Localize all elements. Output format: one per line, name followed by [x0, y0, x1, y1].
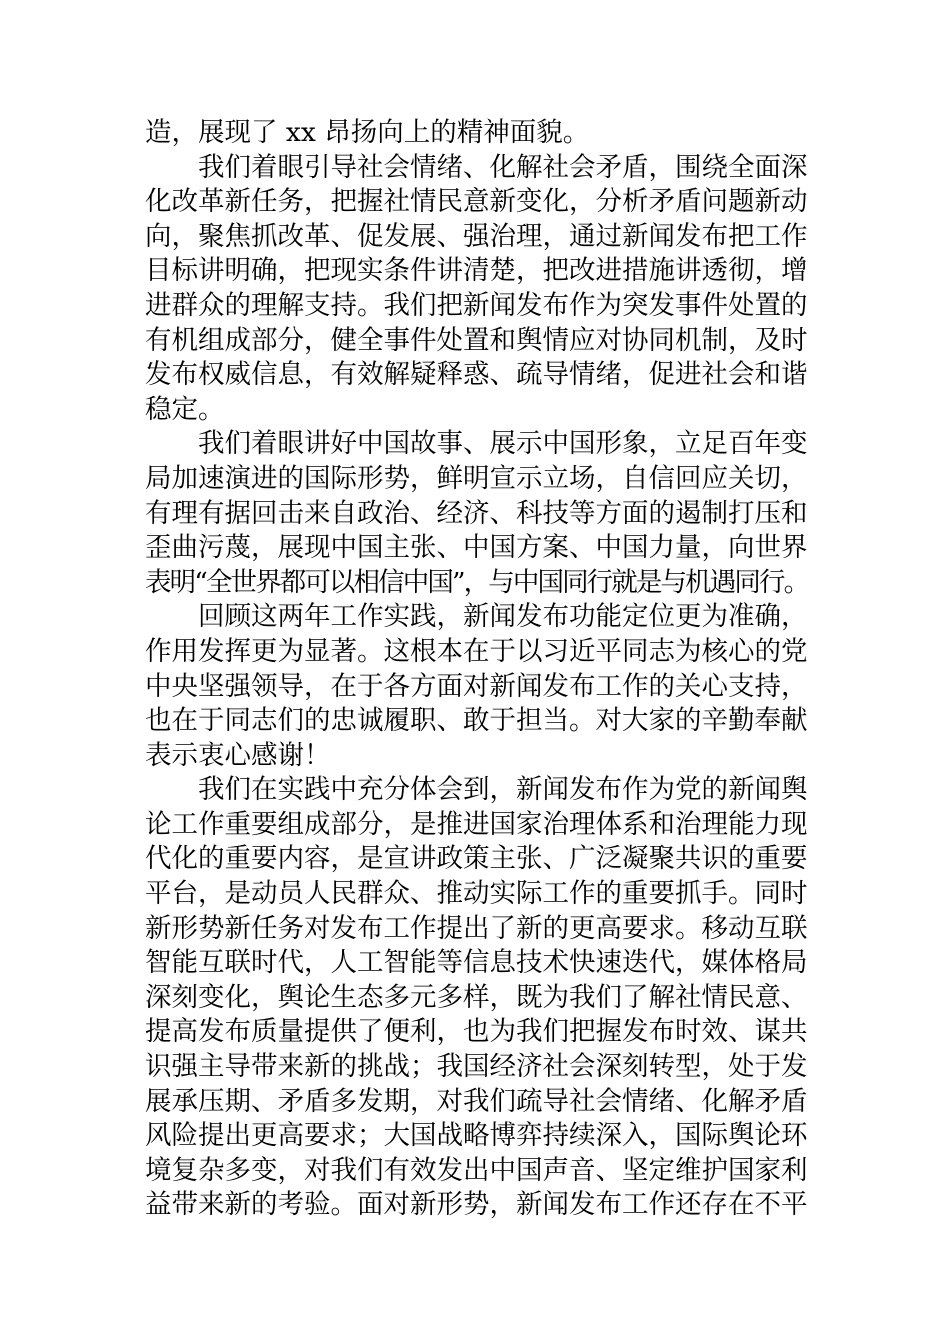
text-line: 进群众的理解支持。我们把新闻发布作为突发事件处置的	[145, 289, 808, 321]
text-line: 展承压期、矛盾多发期，对我们疏导社会情绪、化解矛盾	[145, 1085, 808, 1117]
text-line: 论工作重要组成部分，是推进国家治理体系和治理能力现	[145, 808, 808, 840]
text-line: 造，展现了 xx 昂扬向上的精神面貌。	[145, 117, 590, 148]
text-line: 代化的重要内容，是宣讲政策主张、广泛凝聚共识的重要	[145, 843, 808, 875]
text-line: 我们着眼引导社会情绪、化解社会矛盾，围绕全面深	[198, 151, 808, 183]
text-line: 稳定。	[145, 393, 225, 425]
text-line: 境复杂多变，对我们有效发出中国声音、坚定维护国家利	[145, 1154, 808, 1186]
text-line: 向，聚焦抓改革、促发展、强治理，通过新闻发布把工作	[145, 220, 808, 252]
text-line: 有理有据回击来自政治、经济、科技等方面的遏制打压和	[145, 497, 808, 529]
text-line: 表明“全世界都可以相信中国”，与中国同行就是与机遇同行。	[145, 566, 809, 598]
text-line: 我们在实践中充分体会到，新闻发布作为党的新闻舆	[198, 774, 808, 806]
text-line: 表示衷心感谢！	[145, 739, 331, 771]
text-line: 风险提出更高要求；大国战略博弈持续深入，国际舆论环	[145, 1120, 808, 1152]
text-line: 中央坚强领导，在于各方面对新闻发布工作的关心支持，	[145, 670, 808, 702]
text-line: 提高发布质量提供了便利，也为我们把握发布时效、谋共	[145, 1016, 808, 1048]
text-line: 作用发挥更为显著。这根本在于以习近平同志为核心的党	[145, 635, 808, 667]
text-line: 识强主导带来新的挑战；我国经济社会深刻转型，处于发	[145, 1051, 808, 1083]
text-line: 也在于同志们的忠诚履职、敢于担当。对大家的辛勤奉献	[145, 705, 808, 737]
text-line: 发布权威信息，有效解疑释惑、疏导情绪，促进社会和谐	[145, 359, 808, 391]
text-line: 平台，是动员人民群众、推动实际工作的重要抓手。同时	[145, 878, 808, 910]
text-line: 新形势新任务对发布工作提出了新的更高要求。移动互联	[145, 912, 808, 944]
document-body-text	[145, 116, 810, 1223]
text-line: 益带来新的考验。面对新形势，新闻发布工作还存在不平	[145, 1189, 808, 1221]
text-line: 智能互联时代，人工智能等信息技术快速迭代，媒体格局	[145, 947, 808, 979]
text-line: 我们着眼讲好中国故事、展示中国形象，立足百年变	[198, 428, 808, 460]
text-line: 回顾这两年工作实践，新闻发布功能定位更为准确，	[198, 601, 808, 633]
text-line: 歪曲污蔑，展现中国主张、中国方案、中国力量，向世界	[145, 532, 808, 564]
text-line: 有机组成部分，健全事件处置和舆情应对协同机制，及时	[145, 324, 808, 356]
text-line: 深刻变化，舆论生态多元多样，既为我们了解社情民意、	[145, 981, 808, 1013]
text-line: 局加速演进的国际形势，鲜明宣示立场，自信回应关切，	[145, 462, 808, 494]
text-line: 目标讲明确，把现实条件讲清楚，把改进措施讲透彻，增	[145, 255, 808, 287]
text-line: 化改革新任务，把握社情民意新变化，分析矛盾问题新动	[145, 186, 808, 218]
